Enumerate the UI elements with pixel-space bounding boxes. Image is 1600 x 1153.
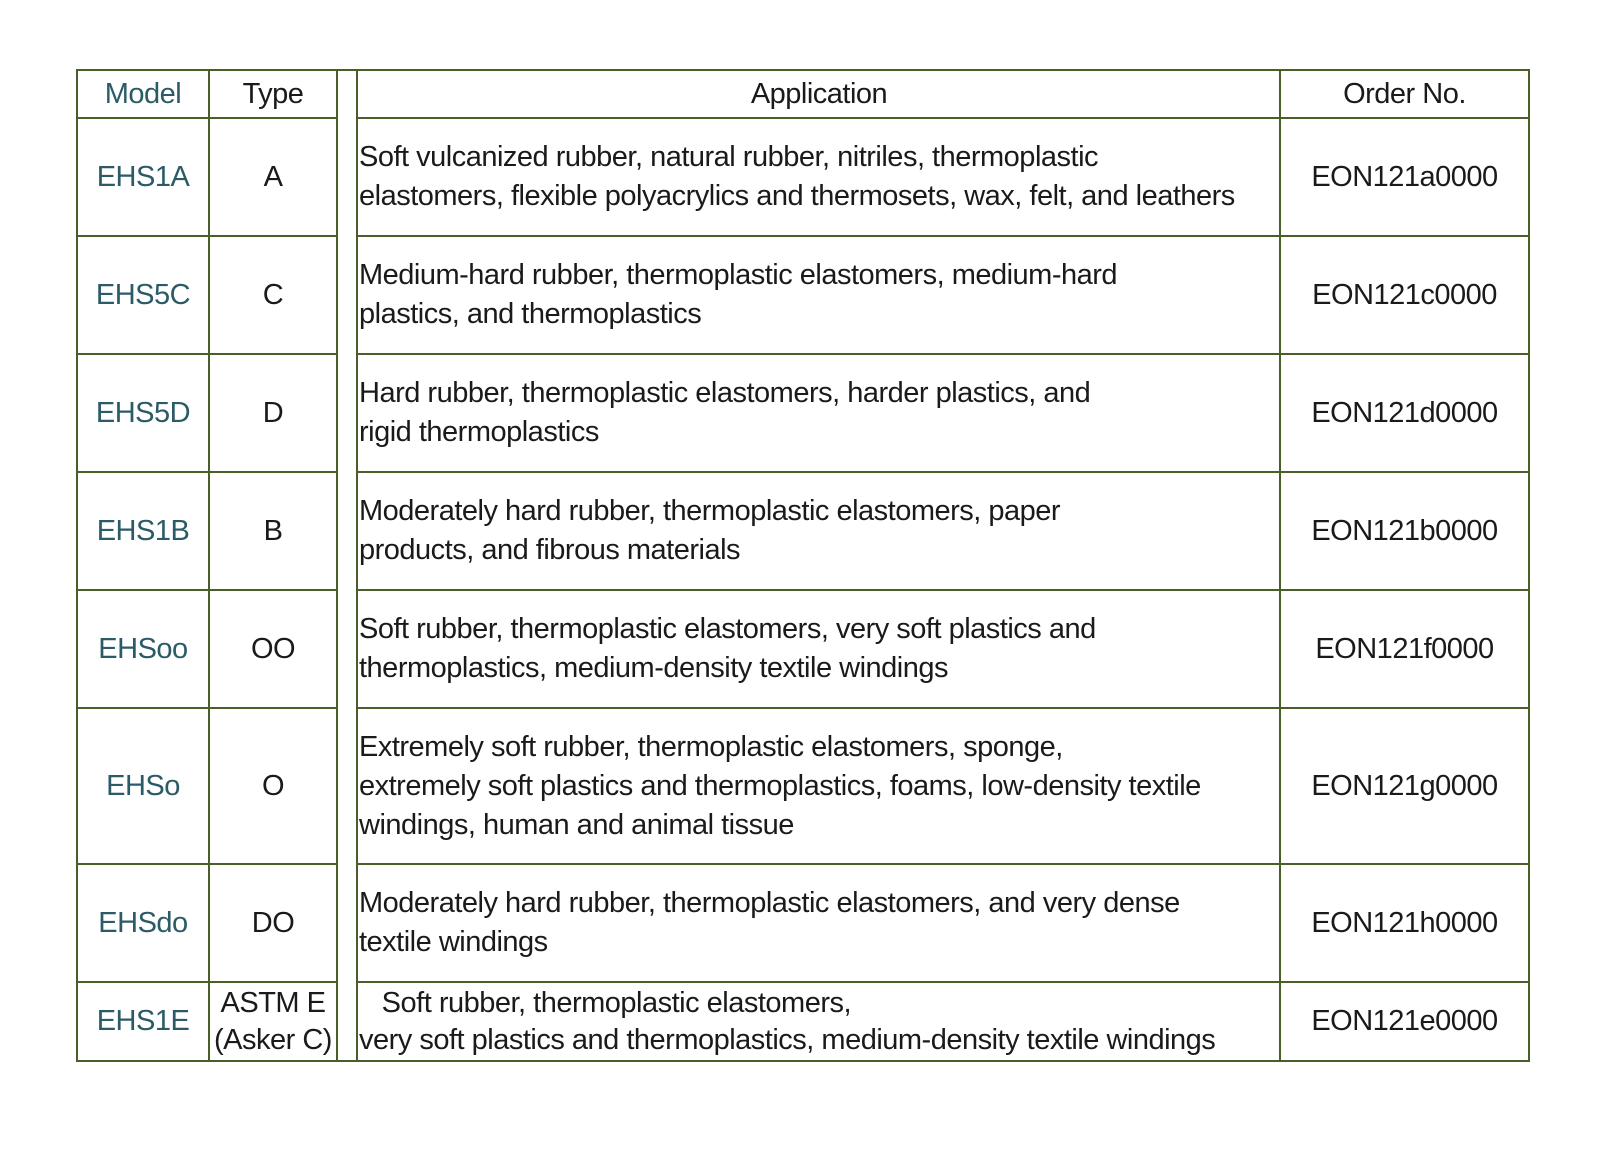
- table-row: [77, 864, 1529, 982]
- application-text: Hard rubber, thermoplastic elastomers, harder plastics, and rigid thermoplastics: [359, 377, 1091, 448]
- model-cell: EHS1B: [77, 472, 209, 590]
- type-cell: OO: [209, 590, 337, 708]
- model-cell: EHSoo: [77, 590, 209, 708]
- spacer-cell: [337, 590, 357, 708]
- table-row: [77, 708, 1529, 864]
- header-model: Model: [77, 70, 209, 118]
- type-cell: [209, 982, 337, 1061]
- type-cell: A: [209, 118, 337, 236]
- table-row: [77, 590, 1529, 708]
- header-application: Application: [357, 70, 1280, 118]
- application-cell: [357, 864, 1280, 982]
- type-line-1: ASTM E: [220, 986, 326, 1019]
- table-row: [77, 236, 1529, 354]
- type-cell: B: [209, 472, 337, 590]
- model-cell: EHS1E: [77, 982, 209, 1061]
- table-row: [77, 354, 1529, 472]
- order-no-cell: EON121e0000: [1280, 982, 1529, 1061]
- application-text: Medium-hard rubber, thermoplastic elastomers, medium-hard plastics, and thermoplastics: [359, 259, 1118, 330]
- model-cell: EHS5D: [77, 354, 209, 472]
- application-text: Soft rubber, thermoplastic elastomers, very soft plastics and thermoplastics, medium-density textile windings: [359, 613, 1096, 684]
- table-header-row: [77, 70, 1529, 118]
- spacer-cell: [337, 982, 357, 1061]
- application-cell: [357, 236, 1280, 354]
- application-text: Soft rubber, thermoplastic elastomers, very soft plastics and thermoplastics, medium-density textile windings: [359, 986, 1216, 1056]
- application-cell: [357, 354, 1280, 472]
- application-cell: [357, 472, 1280, 590]
- application-text: Extremely soft rubber, thermoplastic elastomers, sponge, extremely soft plastics and thermoplastics, foams, low-density textile windings, human and animal tissue: [359, 730, 1201, 841]
- order-no-cell: EON121a0000: [1280, 118, 1529, 236]
- model-cell: EHSo: [77, 708, 209, 864]
- application-text: Moderately hard rubber, thermoplastic elastomers, and very dense textile windings: [359, 887, 1180, 958]
- product-table: [76, 69, 1530, 1062]
- spacer-cell: [337, 864, 357, 982]
- spacer-cell: [337, 354, 357, 472]
- application-cell: [357, 590, 1280, 708]
- spacer-cell: [337, 236, 357, 354]
- type-line-2: (Asker C): [214, 1023, 332, 1056]
- type-cell: C: [209, 236, 337, 354]
- spacer-cell: [337, 708, 357, 864]
- application-cell: [357, 708, 1280, 864]
- application-text: Moderately hard rubber, thermoplastic elastomers, paper products, and fibrous materials: [359, 495, 1061, 566]
- table-row: [77, 118, 1529, 236]
- type-cell: O: [209, 708, 337, 864]
- header-order-no: Order No.: [1280, 70, 1529, 118]
- table-row: [77, 982, 1529, 1061]
- header-spacer: [337, 70, 357, 118]
- product-table-container: [76, 69, 1530, 1062]
- application-cell: [357, 982, 1280, 1061]
- order-no-cell: EON121g0000: [1280, 708, 1529, 864]
- model-cell: EHSdo: [77, 864, 209, 982]
- model-cell: EHS5C: [77, 236, 209, 354]
- header-type: Type: [209, 70, 337, 118]
- order-no-cell: EON121d0000: [1280, 354, 1529, 472]
- order-no-cell: EON121f0000: [1280, 590, 1529, 708]
- model-cell: EHS1A: [77, 118, 209, 236]
- type-cell: D: [209, 354, 337, 472]
- order-no-cell: EON121h0000: [1280, 864, 1529, 982]
- type-cell: DO: [209, 864, 337, 982]
- order-no-cell: EON121c0000: [1280, 236, 1529, 354]
- order-no-cell: EON121b0000: [1280, 472, 1529, 590]
- application-text: Soft vulcanized rubber, natural rubber, nitriles, thermoplastic elastomers, flexible polyacrylics and thermosets, wax, felt, and leathers: [359, 141, 1235, 212]
- table-row: [77, 472, 1529, 590]
- application-cell: [357, 118, 1280, 236]
- spacer-cell: [337, 118, 357, 236]
- spacer-cell: [337, 472, 357, 590]
